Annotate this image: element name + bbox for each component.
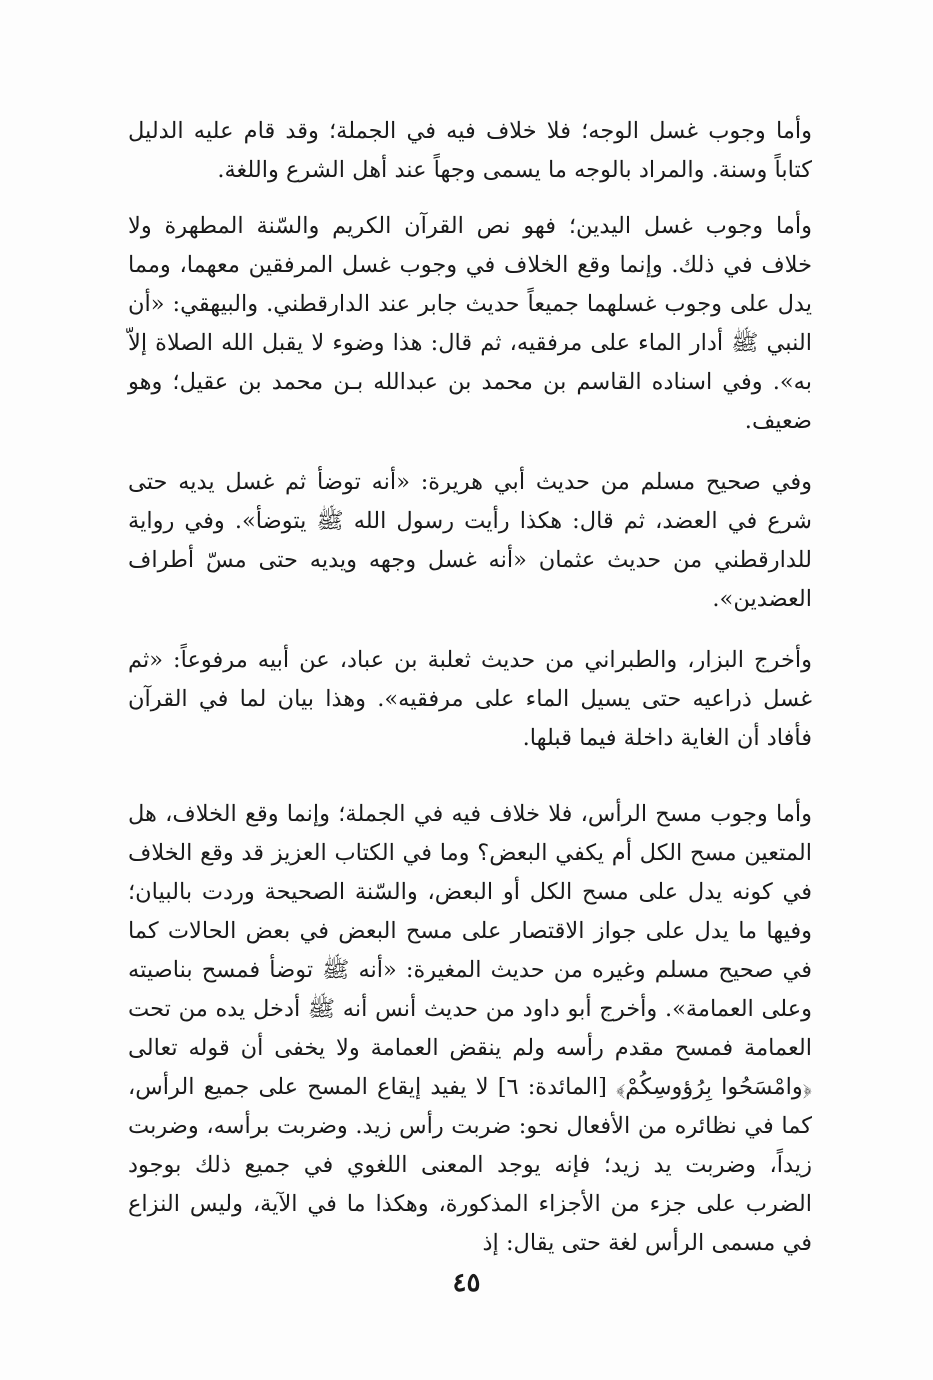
paragraph-face-washing: وأما وجوب غسل الوجه؛ فلا خلاف فيه في الجملة؛ وقد قام عليه الدليل كتاباً وسنة. والمراد بالوجه ما يسمى وجهاً عند أهل الشرع واللغة. xyxy=(128,118,812,183)
paragraph-muslim-hadith: وفي صحيح مسلم من حديث أبي هريرة: «أنه توضأ ثم غسل يديه حتى شرع في العضد، ثم قال: هكذا رأيت رسول الله ﷺ يتوضأ». وفي رواية للدارقطني من حديث عثمان «أنه غسل وجهه ويديه حتى مسّ أطراف العضدين». xyxy=(128,469,812,612)
paragraph-head-wiping: وأما وجوب مسح الرأس، فلا خلاف فيه في الجملة؛ وإنما وقع الخلاف، هل المتعين مسح الكل أم يكفي البعض؟ وما في الكتاب العزيز قد وقع الخلاف في كونه يدل على مسح الكل أو البعض، والسّنة الصحيحة وردت بالبيان؛ وفيها ما يدل على جواز الاقتصار على مسح البعض في بعض الحالات كما في صحيح مسلم وغيره من حديث المغيرة: «أنه ﷺ توضأ فمسح بناصيته وعلى العمامة». وأخرج أبو داود من حديث أنس أنه ﷺ أدخل يده من تحت العمامة فمسح مقدم رأسه ولم ينقض العمامة ولا يخفى أن قوله تعالى ﴿وامْسَحُوا بِرُؤوسِكُمْ﴾ [المائدة: ٦] لا يفيد إيقاع المسح على جميع الرأس، كما في نظائره من الأفعال نحو: ضربت رأس زيد. وضربت برأسه، وضربت زيداً، وضربت يد زيد؛ فإنه يوجد المعنى اللغوي في جميع ذلك بوجود الضرب على جزء من الأجزاء المذكورة، وهكذا ما في الآية، وليس النزاع في مسمى الرأس لغة حتى يقال: إذ xyxy=(128,801,812,1256)
paragraph-bazzar-hadith: وأخرج البزار، والطبراني من حديث ثعلبة بن عباد، عن أبيه مرفوعاً: «ثم غسل ذراعيه حتى يسيل الماء على مرفقيه». وهذا بيان لما في القرآن فأفاد أن الغاية داخلة فيما قبلها. xyxy=(128,647,812,751)
page-number: ٤٥ xyxy=(452,1268,481,1298)
paragraph-hands-washing: وأما وجوب غسل اليدين؛ فهو نص القرآن الكريم والسّنة المطهرة ولا خلاف في ذلك. وإنما وقع الخلاف في وجوب غسل المرفقين معهما، ومما يدل على وجوب غسلهما جميعاً حديث جابر عند الدارقطني. والبيهقي: «أن النبي ﷺ أدار الماء على مرفقيه، ثم قال: هذا وضوء لا يقبل الله الصلاة إلاّ به». وفي اسناده القاسم بن محمد بن عبدالله بـن محمد بن عقيل؛ وهو ضعيف. xyxy=(128,213,812,434)
body-text xyxy=(128,112,812,1263)
